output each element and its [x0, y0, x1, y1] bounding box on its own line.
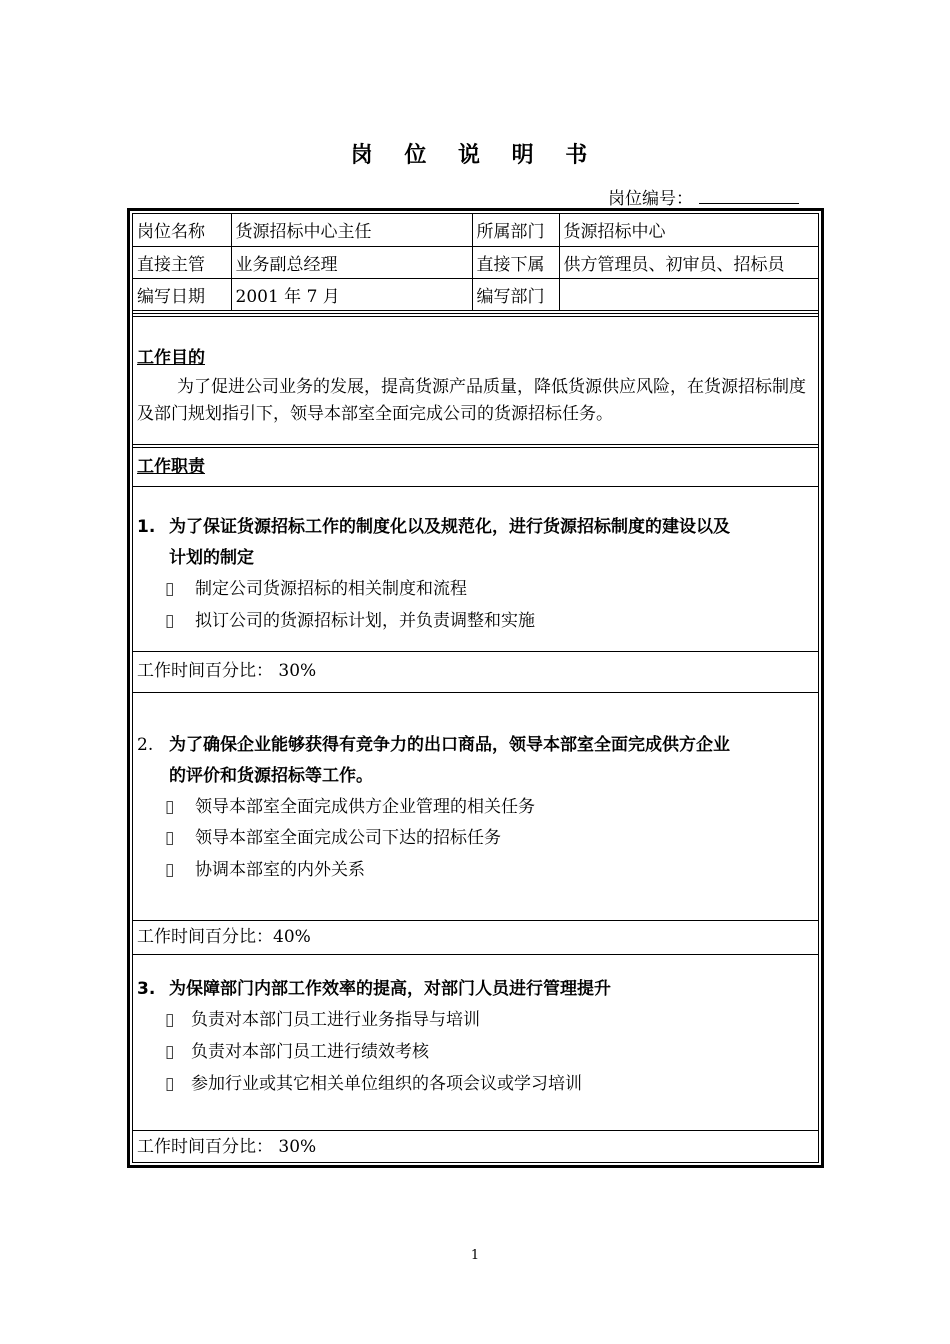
- list-item: [165, 854, 365, 886]
- label-date: 编写日期: [133, 278, 231, 310]
- duty-2-percent: 工作时间百分比：40%: [137, 927, 311, 947]
- duties-heading: 工作职责: [137, 457, 205, 477]
- duty-2-item-2: 领导本部室全面完成公司下达的招标任务: [195, 828, 501, 848]
- value-department: 货源招标中心: [559, 214, 818, 246]
- duty-1-item-1: 制定公司货源招标的相关制度和流程: [195, 579, 467, 599]
- duty-3-number: 3.: [137, 979, 156, 999]
- divider: [133, 444, 818, 448]
- list-item: [165, 573, 467, 605]
- post-number-label: 岗位编号：: [608, 189, 693, 209]
- label-position-name: 岗位名称: [133, 214, 231, 246]
- value-position-name: 货源招标中心主任: [231, 214, 472, 246]
- post-number-blank: [699, 188, 799, 204]
- duty-1-number: 1.: [137, 517, 156, 537]
- bullet-icon: ▯: [165, 860, 175, 880]
- post-number: [608, 184, 799, 209]
- duty-1-item-2: 拟订公司的货源招标计划，并负责调整和实施: [195, 611, 535, 631]
- list-item: [165, 822, 501, 854]
- list-item: [165, 1036, 429, 1068]
- divider: [133, 651, 818, 652]
- table-row: [133, 214, 818, 246]
- duty-1-title-line1: 为了保证货源招标工作的制度化以及规范化，进行货源招标制度的建设以及: [169, 517, 730, 537]
- purpose-text: 为了促进公司业务的发展，提高货源产品质量，降低货源供应风险，在货源招标制度及部门规划指引下，领导本部室全面完成公司的货源招标任务。: [137, 377, 806, 424]
- bullet-icon: ▯: [165, 828, 175, 848]
- bullet-icon: ▯: [165, 611, 175, 631]
- job-description-body: [132, 213, 819, 1163]
- value-date: 2001 年 7 月: [231, 278, 472, 310]
- duty-3-title-line1: 为保障部门内部工作效率的提高，对部门人员进行管理提升: [169, 979, 611, 999]
- duty-2-title-line1: 为了确保企业能够获得有竞争力的出口商品，领导本部室全面完成供方企业: [169, 735, 730, 755]
- page-number: 1: [470, 1248, 480, 1263]
- value-supervisor: 业务副总经理: [231, 246, 472, 278]
- list-item: [165, 1004, 480, 1036]
- duty-1-title-line2: 计划的制定: [169, 548, 254, 568]
- duty-2-title-line2: 的评价和货源招标等工作。: [169, 766, 373, 786]
- divider: [133, 692, 818, 693]
- bullet-icon: ▯: [165, 1010, 175, 1030]
- divider: [133, 313, 818, 317]
- label-subordinates: 直接下属: [472, 246, 559, 278]
- bullet-icon: ▯: [165, 1074, 175, 1094]
- value-author-dept: [559, 278, 818, 310]
- list-item: [165, 791, 535, 823]
- duty-2-item-3: 协调本部室的内外关系: [195, 860, 365, 880]
- duty-1-percent: 工作时间百分比： 30%: [137, 661, 317, 681]
- table-row: [133, 278, 818, 310]
- duty-3-title: [137, 973, 611, 1005]
- duty-3-item-3: 参加行业或其它相关单位组织的各项会议或学习培训: [191, 1074, 582, 1094]
- bullet-icon: ▯: [165, 1042, 175, 1062]
- divider: [133, 954, 818, 955]
- duty-3-item-1: 负责对本部门员工进行业务指导与培训: [191, 1010, 480, 1030]
- label-supervisor: 直接主管: [133, 246, 231, 278]
- duty-3-item-2: 负责对本部门员工进行绩效考核: [191, 1042, 429, 1062]
- duty-2-item-1: 领导本部室全面完成供方企业管理的相关任务: [195, 797, 535, 817]
- divider: [133, 486, 818, 487]
- bullet-icon: ▯: [165, 797, 175, 817]
- purpose-heading: 工作目的: [137, 348, 205, 368]
- bullet-icon: ▯: [165, 579, 175, 599]
- label-department: 所属部门: [472, 214, 559, 246]
- value-subordinates: 供方管理员、初审员、招标员: [559, 246, 818, 278]
- list-item: [165, 605, 535, 637]
- duty-3-percent: 工作时间百分比： 30%: [137, 1137, 317, 1157]
- page-title: 岗 位 说 明 书: [350, 143, 600, 168]
- label-author-dept: 编写部门: [472, 278, 559, 310]
- duty-1-title: [137, 511, 730, 543]
- info-table: [133, 214, 818, 311]
- table-row: [133, 246, 818, 278]
- list-item: [165, 1068, 582, 1100]
- duty-2-title: [137, 729, 730, 761]
- job-description-frame: [127, 208, 824, 1168]
- duty-2-number: 2.: [137, 735, 154, 755]
